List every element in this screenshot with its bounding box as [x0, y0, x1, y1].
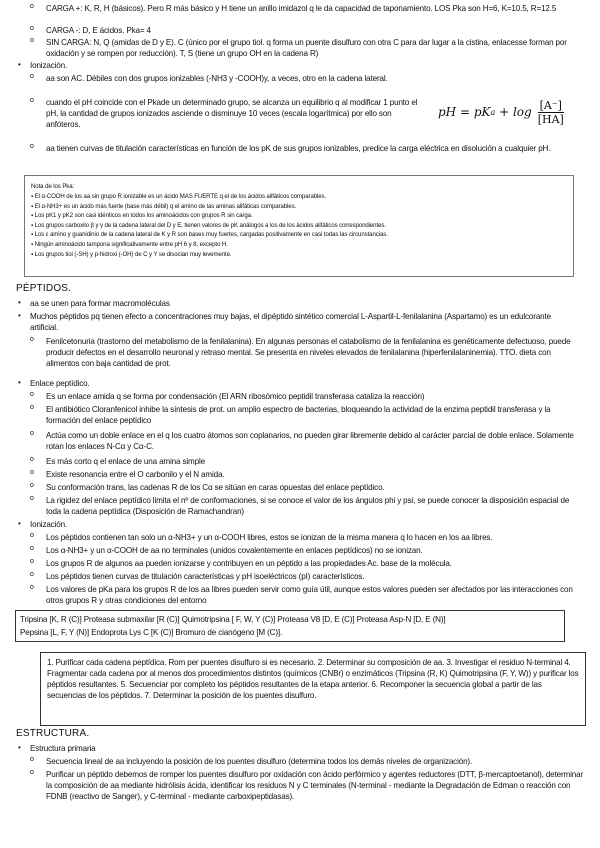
circle-bullet-icon: o [30, 336, 34, 343]
note-title: Nota de los Pka: [31, 183, 75, 190]
circle-bullet-icon: o [30, 430, 34, 437]
carga-plus-text: CARGA +: K, R, H (básicos). Pero R más básico y H tiene un anillo imidazol q le da capacidad de taponamiento. LOS Pka son H=6, K=10.5, R=12.5 [46, 4, 557, 13]
circle-bullet-icon: o [30, 143, 34, 150]
bullet-icon: • [18, 378, 21, 387]
note-item: ▪ Los grupos carboxilo β y γ de la cadena lateral del D y E, tienen valores de pK análogos a los de los ácidos alifáticos correspondientes. [31, 221, 386, 229]
enlace-peptidico-heading: Enlace peptídico. [30, 379, 90, 388]
circle-bullet-icon: o [30, 584, 34, 591]
enzymes-line-2: Pepsina [L, F, Y (N)] Endoprota Lys C [K (C)] Bromuro de cianógeno [M (C)]. [20, 628, 283, 637]
peptidos-b1: aa se unen para formar macromoléculas [30, 299, 170, 308]
ionizacion-peptidos-sub: Los α-NH3+ y un α-COOH de aa no terminales (unidos covalentemente en enlaces peptídicos) no se ionizan. [46, 546, 423, 555]
note-item: ▪ Los grupos tiol (-SH) y p-hidroxi (-OH) de C y Y se disocian muy levemente. [31, 250, 232, 258]
circle-bullet-icon: o [30, 404, 34, 411]
circle-bullet-icon: o [30, 558, 34, 565]
circle-bullet-icon: o [30, 391, 34, 398]
estructura-sub: Secuencia lineal de aa incluyendo la posición de los puentes disulfuro (determina todos los demás niveles de organización). [46, 757, 473, 766]
sin-carga-text: SIN CARGA: N, Q (amidas de D y E). C (único por el grupo tiol. q forma un puente disulfuro con otra C para dar lugar a la cistina, enlacesse forman por oxidación y se rompen por reducción). T, S (tiene un grupo OH en la cadena R) [46, 38, 567, 58]
enlace-sub: Actúa como un doble enlace en el q los cuatro átomos son coplanarios, no pueden girar libremente debido al carácter parcial de doble enlace. Solamente rotan los enlaces N-Cα y Cα-C. [46, 431, 574, 451]
circle-bullet-icon: o [30, 756, 34, 763]
bullet-icon: • [18, 60, 21, 69]
enlace-sub: Es un enlace amida q se forma por condensación (El ARN ribosómico peptidil transferasa cataliza la reacción) [46, 392, 425, 401]
bullet-icon: • [18, 311, 21, 320]
note-item: ▪ Los pK1 y pK2 son casi idénticos en todos los aminoácidos con grupos R sin carga. [31, 212, 253, 220]
pka-note-box [24, 175, 574, 277]
enzymes-line-1: Tripsina [K, R (C)] Proteasa submaxilar [R (C)] Quimotripsina [ F, W, Y (C)] Proteasa V8 [D, E (C)] Proteasa Asp-N [D, E (N)] [20, 615, 446, 624]
circle-bullet-icon: o [30, 571, 34, 578]
circle-bullet-icon: o [30, 482, 34, 489]
formula-denominator: [HA] [537, 112, 564, 126]
estructura-primaria-heading: Estructura primaria [30, 744, 96, 753]
circle-bullet-icon: o [30, 37, 34, 44]
carga-minus-text: CARGA -: D, E ácidos. Pka= 4 [46, 26, 151, 35]
formula-mid: + log [495, 105, 532, 119]
ionizacion-peptidos-sub: Los grupos R de algunos aa pueden ionizarse y contribuyen en un péptido a las propiedades Ac. base de la molécula. [46, 559, 452, 568]
ionizacion-heading: Ionización. [30, 61, 68, 70]
enlace-sub: Es más corto q el enlace de una amina simple [46, 457, 205, 466]
peptidos-heading: PÉPTIDOS. [16, 283, 72, 294]
henderson-hasselbalch-formula [438, 95, 566, 129]
fenilcetonuria-text: Fenilcetonuria (trastorno del metabolismo de la fenilalanina). En algunas personas el catabolismo de la fenilalanina es genéticamente defectuoso, puede producir defectos en el desarrollo neuronal y retraso mental. Se presenta en niveles elevados de fenilalanina (hiperfenilalaninemia). TTO. dieta con alimentos con baja cantidad de prot. [46, 337, 571, 368]
note-item: ▪ El α-NH3+ es un ácido más fuerte (base más débil) q el amino de las aminas alifáticas comparables. [31, 202, 297, 210]
circle-bullet-icon: o [30, 73, 34, 80]
estructura-heading: ESTRUCTURA. [16, 728, 90, 739]
enzymes-box [15, 610, 565, 642]
formula-sub: a [490, 107, 496, 117]
ionizacion-peptidos-sub: Los péptidos tienen curvas de titulación características y pH isoeléctricos (pI) característicos. [46, 572, 365, 581]
sequencing-steps-text: 1. Purificar cada cadena peptídica. Rom per puentes disulfuro si es necesario. 2. Determinar su composición de aa. 3. Investigar el residuo N-terminal 4. Fragmentar cada cadena por al menos dos procedimientos distintos (químicos (CNBr) o enzimáticos (Tripsina (R, K) Quimotripsina (F, Y, W)) y purificar los péptidos resultantes. 5. Secuenciar por completo los péptidos resultantes de la etapa anterior. 6. Recomponer la secuencia global a partir de las secuencias de los péptidos. 7. Determinar la posición de los puentes disulfuro. [47, 658, 579, 700]
formula-fraction [536, 99, 566, 126]
enlace-sub: Existe resonancia entre el O carbonilo y el N amida. [46, 470, 225, 479]
ionizacion-sub-3: aa tienen curvas de titulación características en función de los pK de sus grupos ionizables, predice la carga eléctrica en disolución a cualquier pH. [46, 144, 551, 153]
enlace-sub: El antibiótico Cloranfenicol inhibe la síntesis de prot. un amplio espectro de bacterias, bloqueando la actividad de la enzima peptidil transferasa y la formación del enlace peptídico [46, 405, 551, 425]
formula-left: pH = pK [438, 105, 491, 119]
peptidos-b2: Muchos péptidos pq tienen efecto a concentraciones muy bajas, el dipéptido sintético comercial L-Aspartil-L-fenilalanina (Aspartamo) es un edulcorante artificial. [30, 312, 551, 332]
circle-bullet-icon: o [30, 545, 34, 552]
circle-bullet-icon: o [30, 25, 34, 32]
circle-bullet-icon: o [30, 769, 34, 776]
circle-bullet-icon: o [30, 495, 34, 502]
sequencing-steps-box [40, 652, 586, 726]
enlace-sub: La rigidez del enlace peptídico limita el nº de conformaciones, si se conoce el valor de los ángulos phi y psi, se puede conocer la disposición espacial de toda la cadena peptídica (Disposición de Ramachandran) [46, 496, 570, 516]
circle-bullet-icon: o [30, 532, 34, 539]
formula-numerator: [A⁻] [539, 98, 562, 112]
ionizacion-peptidos-heading: Ionización. [30, 520, 68, 529]
ionizacion-peptidos-sub: Los valores de pKa para los grupos R de los aa libres pueden servir como guía útil, aunque estos valores pueden ser afectados por las interacciones con otros grupos R y otras condiciones del entorno [46, 585, 573, 605]
ionizacion-sub-1: aa son AC. Débiles con dos grupos ionizables (-NH3 y -COOH)y, a veces, otro en la cadena lateral. [46, 74, 388, 83]
note-item: ▪ El α-COOH de los aa sin grupo R ionizable es un ácido MAS FUERTE q el de los ácidos alifáticos comparables. [31, 193, 327, 200]
note-item: ▪ Ningún aminoácido tampona significativamente entre pH 6 y 8, excepto H. [31, 240, 228, 248]
bullet-icon: • [18, 519, 21, 528]
estructura-sub: Purificar un péptido debemos de romper los puentes disulfuro por oxidación con ácido perfórmico y agentes reductores (DTT, β-mercaptoetanol), determinar la composición de aa mediante hidrólisis ácida, identificar los residuos N y C terminales (N-terminal - mediante la Degradación de Edman o reacción con FDNB (reactivo de Sanger), y C-terminal - mediante carboxipeptidasas). [46, 770, 584, 801]
note-item: ▪ Los ε amino y guanidinio de la cadena lateral de K y R son bases muy fuertes, cargadas positivamente en casi todas las circunstancias. [31, 231, 388, 239]
bullet-icon: • [18, 743, 21, 752]
ionizacion-peptidos-sub: Los péptidos contienen tan solo un α-NH3+ y un α-COOH libres, estos se ionizan de la misma manera q lo hacen en los aa libres. [46, 533, 493, 542]
enlace-sub: Su conformación trans, las cadenas R de los Cα se sitúan en caras opuestas del enlace peptídico. [46, 483, 385, 492]
bullet-icon: • [18, 298, 21, 307]
note-list [31, 192, 571, 259]
ionizacion-sub-2: cuando el pH coincide con el Pkade un determinado grupo, se alcanza un equilibrio q al modificar 1 punto el pH, la cantidad de grupos ionizados asciende o disminuye 10 veces (escala logarítmica) por ello son anfóteros. [46, 98, 418, 129]
circle-bullet-icon: o [30, 97, 34, 104]
circle-bullet-icon: o [30, 469, 34, 476]
circle-bullet-icon: o [30, 456, 34, 463]
circle-bullet-icon: o [30, 3, 34, 10]
